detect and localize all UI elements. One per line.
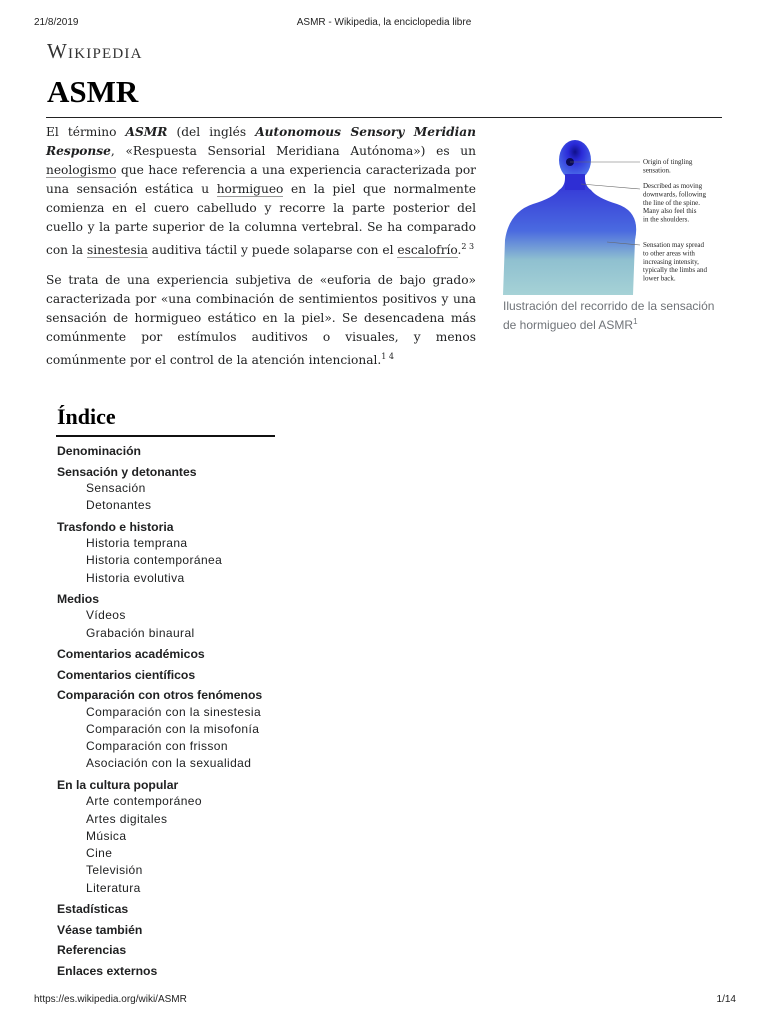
toc-section [57, 777, 457, 897]
intro-text: . [457, 243, 462, 258]
toc-subitem[interactable]: Asociación con la sexualidad [86, 756, 252, 771]
toc-item[interactable]: Véase también [57, 922, 143, 937]
annotation-spread-3: increasing intensity, [643, 257, 699, 266]
annotation-spread-2: to other areas with [643, 249, 695, 258]
intro-text: El término [46, 125, 126, 139]
asmr-figure [503, 132, 723, 333]
toc-subitem[interactable]: Televisión [86, 863, 143, 878]
svg-text:Sensation may spreadto other a [643, 241, 707, 283]
toc-subitem[interactable]: Historia evolutiva [86, 570, 185, 585]
annotation-origin-1: Origin of tingling [643, 158, 693, 166]
print-title: ASMR - Wikipedia, la enciclopedia libre [296, 17, 472, 28]
toc-subitem[interactable]: Comparación con la misofonía [86, 721, 260, 736]
toc-subitem[interactable]: Música [86, 828, 127, 843]
toc-item[interactable]: Referencias [57, 943, 127, 958]
intro-text: Se trata de una experiencia subjetiva de «euforia de bajo grado» caracterizada por «una combinación de sentimientos positivos y una sensación de hormigueo estático en la piel». Se desencadena más comúnmente por estímulos auditivos o visuales, y menos comúnmente por el control de la atención intencional. [46, 273, 476, 368]
toc-item[interactable]: Sensación y detonantes [57, 464, 197, 479]
toc-subitem[interactable]: Comparación con frisson [86, 739, 228, 754]
print-url: https://es.wikipedia.org/wiki/ASMR [34, 994, 187, 1005]
toc-item[interactable]: En la cultura popular [57, 777, 179, 792]
toc-subitem[interactable]: Historia contemporánea [86, 553, 223, 568]
intro-paragraph-2 [46, 271, 476, 370]
toc-subitem[interactable]: Literatura [86, 880, 141, 895]
intro-text: auditiva táctil y puede solaparse con el [147, 243, 398, 258]
toc-item[interactable]: Denominación [57, 444, 141, 458]
annotation-spine-1: Described as moving [643, 182, 703, 190]
toc-section [57, 519, 457, 587]
toc-subitem[interactable]: Grabación binaural [86, 625, 195, 640]
toc-section [57, 963, 457, 980]
tingling-illustration[interactable] [503, 132, 723, 295]
toc-section [57, 646, 457, 663]
caption-reference[interactable]: 1 [633, 317, 638, 326]
intro-text: que hace referencia a una experiencia caracterizada por una sensación estática u [46, 163, 476, 196]
annotation-spine-3: the line of the spine. [643, 198, 700, 207]
toc-item[interactable]: Comentarios académicos [57, 647, 205, 662]
annotation-spread-4: typically the limbs and [643, 266, 707, 275]
toc-section [57, 687, 457, 773]
toc-item[interactable]: Comparación con otros fenómenos [57, 688, 263, 703]
toc-section [57, 901, 457, 918]
annotation-spread-1: Sensation may spread [643, 241, 705, 249]
emphasized-term: ASMR [125, 125, 168, 139]
toc-section [57, 942, 457, 959]
intro-text: , «Respuesta Sensorial Meridiana Autónoma») es un [110, 144, 476, 158]
page-title: ASMR [47, 74, 139, 109]
article-link[interactable]: escalofrío [397, 243, 458, 258]
toc-title: Índice [57, 404, 116, 429]
toc-item[interactable]: Trasfondo e historia [57, 519, 174, 534]
toc-subitem[interactable]: Artes digitales [86, 811, 168, 826]
svg-text:Described as movingdownwards, [643, 182, 706, 224]
article-link[interactable]: neologismo [46, 163, 117, 177]
annotation-spine-2: downwards, following [643, 190, 706, 199]
citation-reference[interactable]: 2 3 [461, 242, 475, 251]
toc-section [57, 443, 457, 460]
print-header [0, 17, 768, 31]
toc-subitem[interactable]: Vídeos [86, 608, 126, 623]
print-page-number: 1/14 [716, 994, 736, 1005]
table-of-contents [57, 443, 457, 983]
toc-item[interactable]: Enlaces externos [57, 963, 158, 978]
citation-reference[interactable]: 1 4 [381, 352, 395, 362]
annotation-origin-2: sensation. [643, 166, 671, 175]
annotation-spine-5: in the shoulders. [643, 215, 690, 224]
annotation-spine-4: Many also feel this [643, 207, 697, 216]
emphasized-term: Autonomous Sensory Meridian Response [46, 125, 477, 158]
caption-text: Ilustración del recorrido de la sensación de hormigueo del ASMR [503, 299, 715, 332]
toc-subitem[interactable]: Comparación con la sinestesia [86, 704, 262, 719]
intro-paragraph-1 [46, 123, 476, 260]
toc-subitem[interactable]: Arte contemporáneo [86, 794, 202, 809]
toc-subitem[interactable]: Sensación [86, 481, 146, 495]
article-link[interactable]: sinestesia [86, 243, 148, 258]
article-link[interactable]: hormigueo [216, 182, 284, 196]
wikipedia-logo[interactable]: Wikipedia [47, 39, 143, 63]
article-intro [46, 123, 476, 381]
toc-item[interactable]: Medios [57, 591, 99, 606]
toc-item[interactable]: Estadísticas [57, 902, 129, 917]
toc-section [57, 464, 457, 515]
toc-section [57, 667, 457, 684]
toc-subitem[interactable]: Detonantes [86, 498, 152, 513]
intro-text: en la piel que normalmente comienza en el cuero cabelludo y recorre la parte posterior del cuello y la parte superior de la columna vertebral. Se ha comparado con la [46, 182, 477, 258]
intro-text: (del inglés [167, 125, 256, 139]
annotation-spread-5: lower back. [643, 274, 676, 283]
toc-item[interactable]: Comentarios científicos [57, 667, 196, 682]
toc-section [57, 922, 457, 939]
title-divider [46, 117, 722, 118]
toc-subitem[interactable]: Historia temprana [86, 536, 188, 551]
toc-divider [56, 435, 275, 437]
svg-text:Origin of tinglingsensation. [643, 158, 693, 174]
figure-caption [503, 298, 723, 333]
print-date: 21/8/2019 [34, 17, 79, 28]
toc-subitem[interactable]: Cine [86, 846, 113, 861]
toc-section [57, 591, 457, 642]
